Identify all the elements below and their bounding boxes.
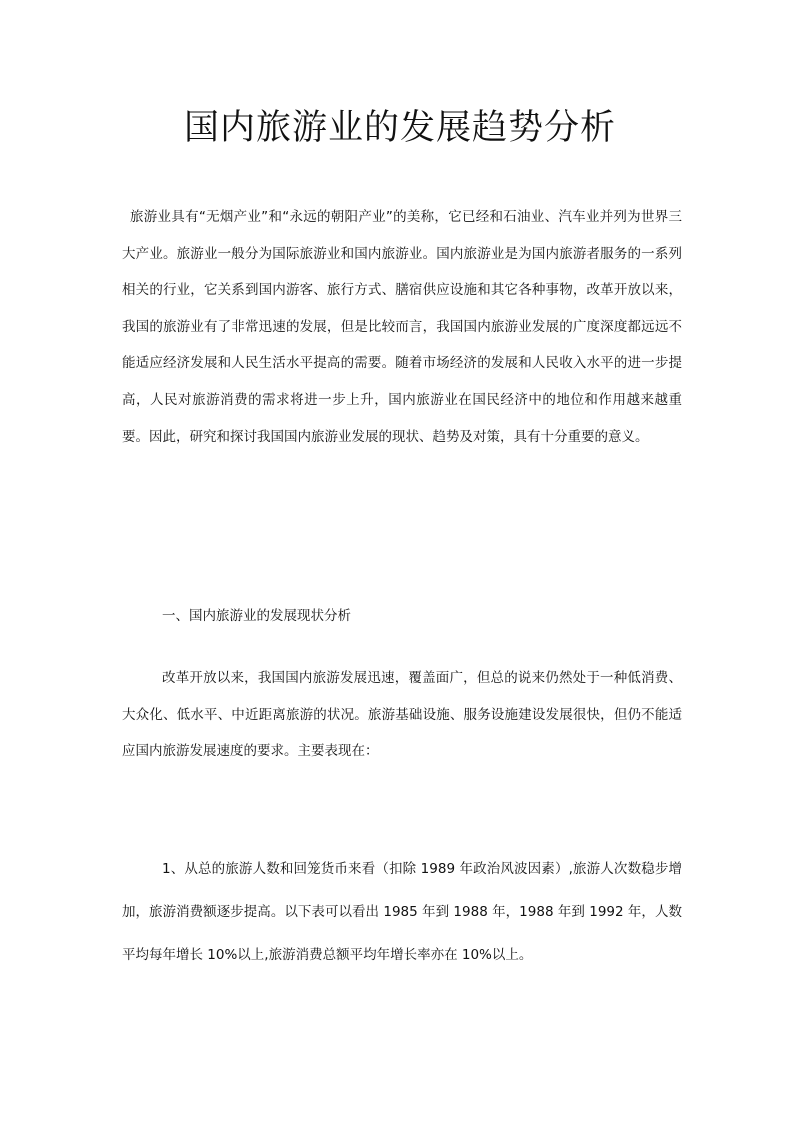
point-1-paragraph: 1、从总的旅游人数和回笼货币来看（扣除 1989 年政治风波因素）,旅游人次数稳步增加，旅游消费额逐步提高。以下表可以看出 1985 年到 1988 年，1988 年到 1992 年，人数平均每年增长 10%以上,旅游消费总额平均年增长率亦在 10%以上。 (122, 861, 682, 963)
document-title: 国内旅游业的发展趋势分析 (183, 108, 616, 148)
section-1-heading: 一、国内旅游业的发展现状分析 (162, 608, 351, 624)
section-1-paragraph: 改革开放以来，我国国内旅游发展迅速，覆盖面广，但总的说来仍然处于一种低消费、大众化、低水平、中近距离旅游的状况。旅游基础设施、服务设施建设发展很快，但仍不能适应国内旅游发展速度的要求。主要表现在： (122, 670, 682, 760)
intro-paragraph: 旅游业具有“无烟产业”和“永远的朝阳产业”的美称，它已经和石油业、汽车业并列为世界三大产业。旅游业一般分为国际旅游业和国内旅游业。国内旅游业是为国内旅游者服务的一系列相关的行业，它关系到国内游客、旅行方式、膳宿供应设施和其它各种事物，改革开放以来，我国的旅游业有了非常迅速的发展，但是比较而言，我国国内旅游业发展的广度深度都远远不能适应经济发展和人民生活水平提高的需要。随着市场经济的发展和人民收入水平的进一步提高，人民对旅游消费的需求将进一步上升，国内旅游业在国民经济中的地位和作用越来越重要。因此，研究和探讨我国国内旅游业发展的现状、趋势及对策，具有十分重要的意义。 (122, 209, 682, 445)
